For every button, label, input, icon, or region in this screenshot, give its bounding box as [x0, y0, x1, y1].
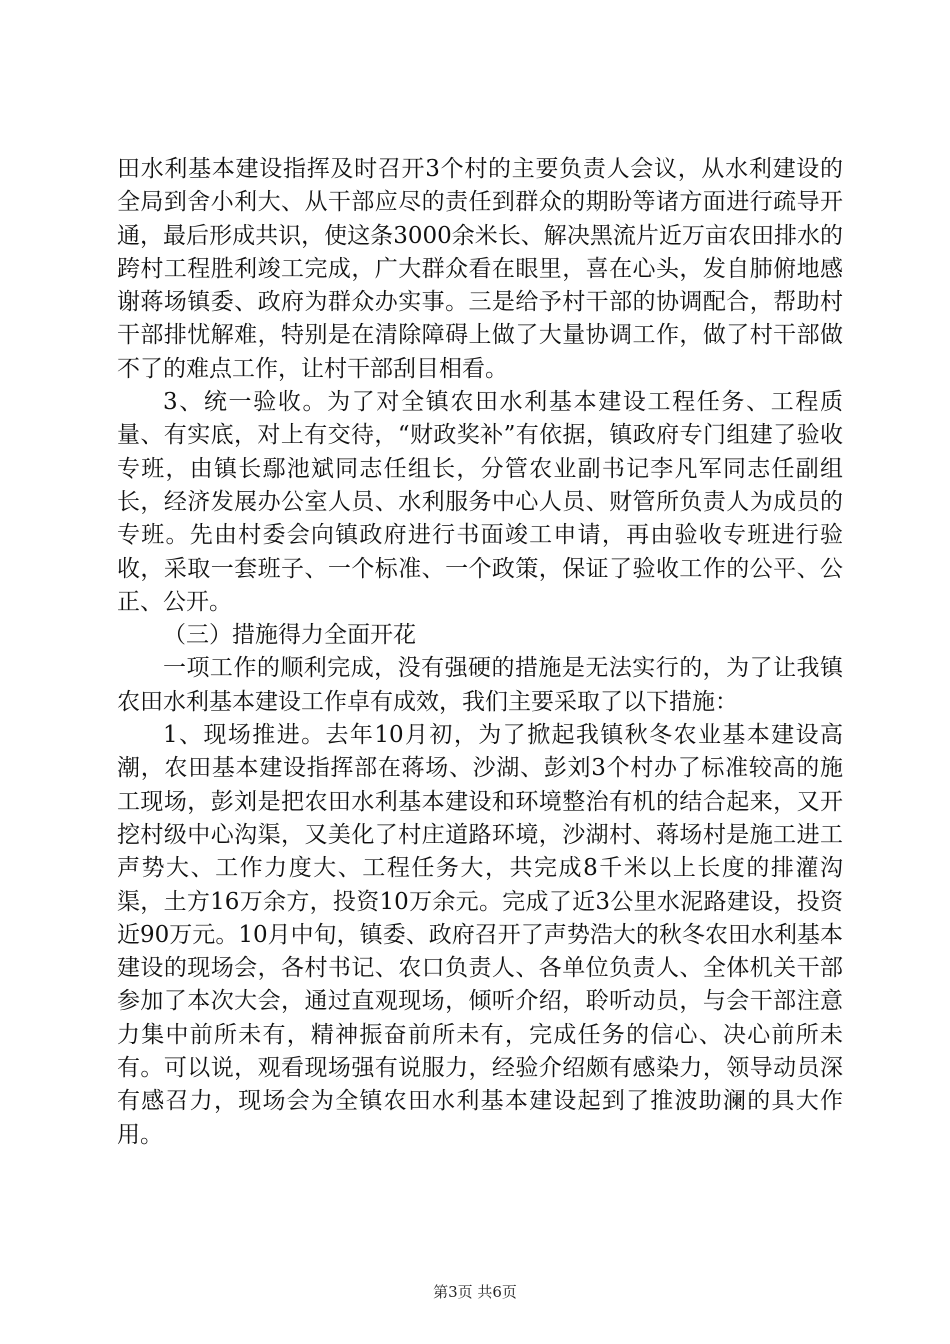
paragraph-measures-intro: 一项工作的顺利完成，没有强硬的措施是无法实行的，为了让我镇农田水利基本建设工作卓有成效，我们主要采取了以下措施： — [117, 655, 843, 715]
paragraph-unified-acceptance: 3、统一验收。为了对全镇农田水利基本建设工程任务、工程质量、有实底，对上有交待，“财政奖补”有依据，镇政府专门组建了验收专班，由镇长鄢池斌同志任组长，分管农业副书记李凡军同志任副组长，经济发展办公室人员、水利服务中心人员、财管所负责人为成员的专班。先由村委会向镇政府进行书面竣工申请，再由验收专班进行验收，采取一套班子、一个标准、一个政策，保证了验收工作的公平、公正、公开。 — [117, 389, 843, 615]
page-footer: 第3页 共6页 — [433, 1283, 517, 1301]
paragraph-site-promotion: 1、现场推进。去年10月初，为了掀起我镇秋冬农业基本建设高潮，农田基本建设指挥部在蒋场、沙湖、彭刘3个村办了标准较高的施工现场，彭刘是把农田水利基本建设和环境整治有机的结合起来，又开挖村级中心沟渠，又美化了村庄道路环境，沙湖村、蒋场村是施工进工声势大、工作力度大、工程任务大，共完成8千米以上长度的排灌沟渠，土方16万余方，投资10万余元。完成了近3公里水泥路建设，投资近90万元。10月中旬，镇委、政府召开了声势浩大的秋冬农田水利基本建设的现场会，各村书记、农口负责人、各单位负责人、全体机关干部参加了本次大会，通过直观现场，倾听介绍，聆听动员，与会干部注意力集中前所未有，精神振奋前所未有，完成任务的信心、决心前所未有。可以说，观看现场强有说服力，经验介绍颇有感染力，领导动员深有感召力，现场会为全镇农田水利基本建设起到了推波助澜的具大作用。 — [117, 722, 843, 1148]
paragraph-continuation: 田水利基本建设指挥及时召开3个村的主要负责人会议，从水利建设的全局到舍小利大、从干部应尽的责任到群众的期盼等诸方面进行疏导开通，最后形成共识，使这条3000余米长、解决黑流片近万亩农田排水的跨村工程胜利竣工完成，广大群众看在眼里，喜在心头，发自肺俯地感谢蒋场镇委、政府为群众办实事。三是给予村干部的协调配合，帮助村干部排忧解难，特别是在清除障碍上做了大量协调工作，做了村干部做不了的难点工作，让村干部刮目相看。 — [117, 156, 843, 382]
section-heading: （三）措施得力全面开花 — [163, 622, 416, 649]
body-text — [117, 153, 843, 1152]
